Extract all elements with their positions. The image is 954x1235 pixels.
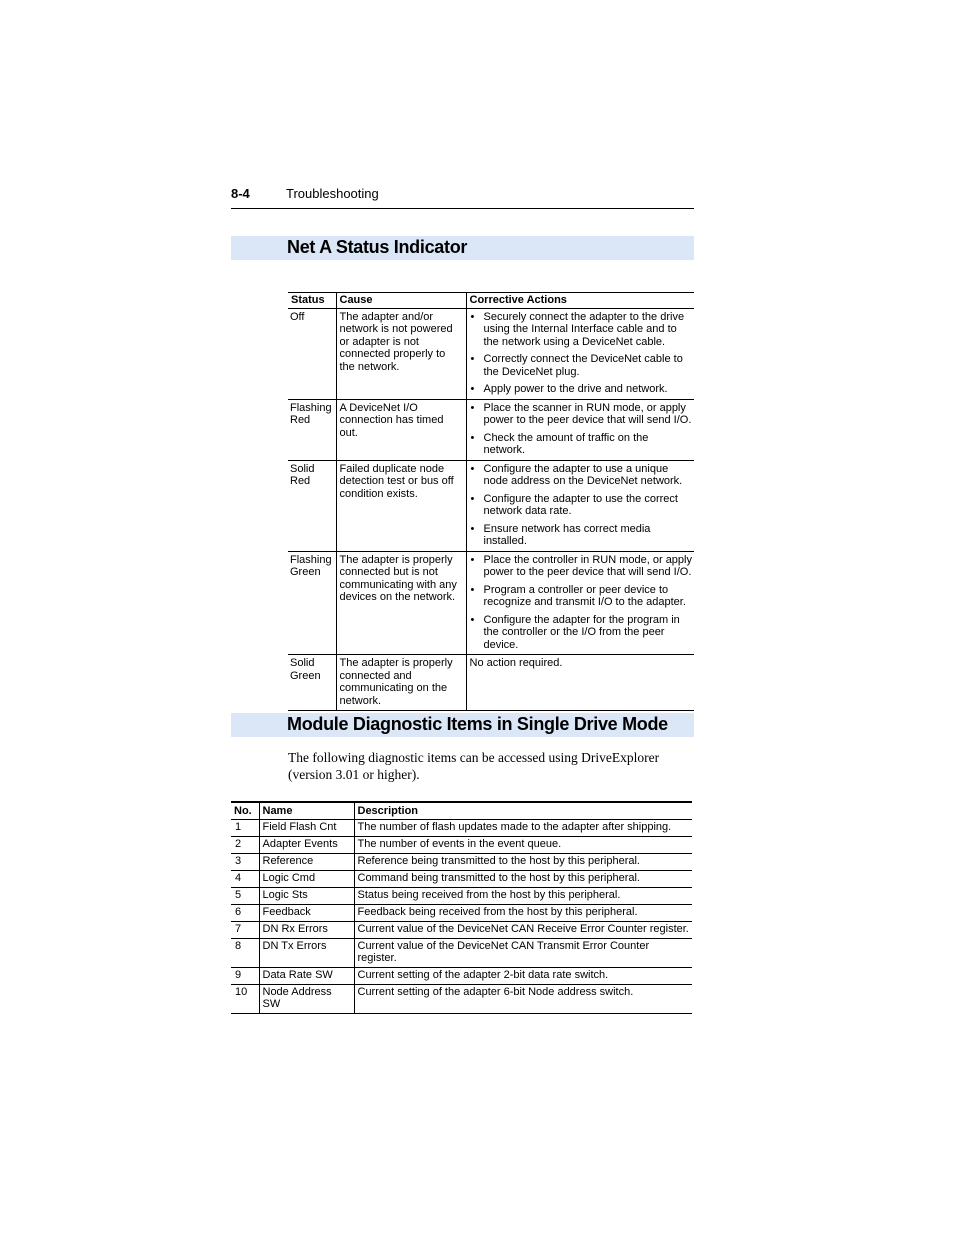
item-description: Reference being transmitted to the host by this peripheral. [354, 853, 692, 870]
table-row [231, 819, 692, 836]
action-text: Program a controller or peer device to recognize and transmit I/O to the adapter. [483, 583, 686, 608]
status-cell: Solid Red [288, 460, 336, 551]
bullet-icon: • [470, 553, 475, 566]
table-row [231, 921, 692, 938]
item-description: Current setting of the adapter 2-bit data rate switch. [354, 967, 692, 984]
action-text: Configure the adapter to use the correct network data rate. [483, 492, 678, 517]
actions-list [470, 463, 693, 548]
item-description: Feedback being received from the host by this peripheral. [354, 904, 692, 921]
section-heading-bar [231, 713, 694, 737]
bullet-icon: • [470, 383, 475, 395]
table-row [231, 904, 692, 921]
column-header-description: Description [354, 802, 692, 819]
actions-list [470, 554, 693, 652]
section-title-net-a-status: Net A Status Indicator [287, 237, 468, 257]
item-description: The number of events in the event queue. [354, 836, 692, 853]
status-cell: Solid Green [288, 655, 336, 711]
action-text: Securely connect the adapter to the drive using the Internal Interface cable and to the network using a DeviceNet cable. [483, 310, 685, 348]
cause-cell: The adapter and/or network is not powered or adapter is not connected properly to the network. [336, 308, 466, 399]
header-rule [231, 208, 694, 209]
table-row [231, 836, 692, 853]
table-row [288, 399, 694, 460]
item-name: DN Rx Errors [259, 921, 354, 938]
item-number: 4 [231, 870, 259, 887]
list-item [470, 463, 693, 488]
action-text: Configure the adapter to use a unique node address on the DeviceNet network. [483, 462, 683, 487]
cause-cell: A DeviceNet I/O connection has timed out. [336, 399, 466, 460]
list-item [470, 554, 693, 579]
item-name: Feedback [259, 904, 354, 921]
chapter-title: Troubleshooting [286, 186, 379, 201]
item-description: The number of flash updates made to the adapter after shipping. [354, 819, 692, 836]
action-text: Configure the adapter for the program in the controller or the I/O from the peer device. [483, 613, 680, 651]
column-header-cause: Cause [336, 293, 466, 309]
item-number: 6 [231, 904, 259, 921]
bullet-icon: • [470, 522, 475, 535]
item-description: Current setting of the adapter 6-bit Node address switch. [354, 984, 692, 1013]
actions-cell [466, 308, 694, 399]
list-item [470, 383, 693, 396]
item-description: Current value of the DeviceNet CAN Transmit Error Counter register. [354, 938, 692, 967]
item-name: Data Rate SW [259, 967, 354, 984]
cause-cell: The adapter is properly connected but is not communicating with any devices on the network. [336, 551, 466, 655]
actions-list [470, 311, 693, 396]
list-item [470, 353, 693, 378]
item-name: Node Address SW [259, 984, 354, 1013]
list-item [470, 584, 693, 609]
table-row [288, 460, 694, 551]
bullet-icon: • [470, 401, 475, 414]
table-row [288, 655, 694, 711]
item-name: DN Tx Errors [259, 938, 354, 967]
intro-paragraph: The following diagnostic items can be accessed using DriveExplorer (version 3.01 or higher). [288, 750, 660, 782]
table-header-row [288, 293, 694, 309]
action-text: Apply power to the drive and network. [483, 383, 668, 395]
list-item [470, 311, 693, 349]
item-number: 5 [231, 887, 259, 904]
actions-list [470, 402, 693, 457]
section-heading-bar [231, 236, 694, 260]
item-number: 8 [231, 938, 259, 967]
column-header-no: No. [231, 802, 259, 819]
table-row [231, 984, 692, 1013]
action-text: Check the amount of traffic on the network. [483, 431, 649, 456]
table-row [231, 887, 692, 904]
page-number: 8-4 [231, 186, 250, 201]
action-text: Ensure network has correct media installed. [483, 522, 651, 547]
table-row [231, 938, 692, 967]
action-text: Correctly connect the DeviceNet cable to the DeviceNet plug. [483, 353, 683, 378]
status-cell: Flashing Green [288, 551, 336, 655]
item-description: Status being received from the host by this peripheral. [354, 887, 692, 904]
actions-cell [466, 460, 694, 551]
table-row [288, 308, 694, 399]
item-number: 9 [231, 967, 259, 984]
bullet-icon: • [470, 310, 475, 323]
cause-cell: The adapter is properly connected and communicating on the network. [336, 655, 466, 711]
action-text: Place the controller in RUN mode, or apply power to the peer device that will send I/O. [483, 553, 692, 578]
action-text: Place the scanner in RUN mode, or apply power to the peer device that will send I/O. [483, 401, 692, 426]
bullet-icon: • [470, 431, 475, 444]
cause-cell: Failed duplicate node detection test or bus off condition exists. [336, 460, 466, 551]
item-name: Logic Cmd [259, 870, 354, 887]
bullet-icon: • [470, 353, 475, 365]
status-cell: Off [288, 308, 336, 399]
list-item [470, 493, 693, 518]
table-row [231, 967, 692, 984]
table-row [231, 853, 692, 870]
item-name: Reference [259, 853, 354, 870]
list-item [470, 402, 693, 427]
bullet-icon: • [470, 583, 475, 596]
bullet-icon: • [470, 492, 475, 505]
column-header-corrective-actions: Corrective Actions [466, 293, 694, 309]
item-number: 7 [231, 921, 259, 938]
status-cell: Flashing Red [288, 399, 336, 460]
item-name: Field Flash Cnt [259, 819, 354, 836]
table-header-row [231, 802, 692, 819]
column-header-name: Name [259, 802, 354, 819]
item-description: Command being transmitted to the host by this peripheral. [354, 870, 692, 887]
item-number: 10 [231, 984, 259, 1013]
actions-cell [466, 551, 694, 655]
column-header-status: Status [288, 293, 336, 309]
item-number: 3 [231, 853, 259, 870]
item-number: 2 [231, 836, 259, 853]
bullet-icon: • [470, 613, 475, 626]
status-indicator-table [288, 292, 694, 711]
list-item [470, 614, 693, 652]
item-name: Adapter Events [259, 836, 354, 853]
bullet-icon: • [470, 462, 475, 475]
list-item [470, 523, 693, 548]
item-description: Current value of the DeviceNet CAN Receive Error Counter register. [354, 921, 692, 938]
section-title-module-diagnostic: Module Diagnostic Items in Single Drive Mode [287, 714, 668, 734]
actions-cell [466, 399, 694, 460]
table-row [231, 870, 692, 887]
item-number: 1 [231, 819, 259, 836]
actions-cell: No action required. [466, 655, 694, 711]
list-item [470, 432, 693, 457]
item-name: Logic Sts [259, 887, 354, 904]
table-row [288, 551, 694, 655]
diagnostic-items-table [231, 801, 692, 1014]
